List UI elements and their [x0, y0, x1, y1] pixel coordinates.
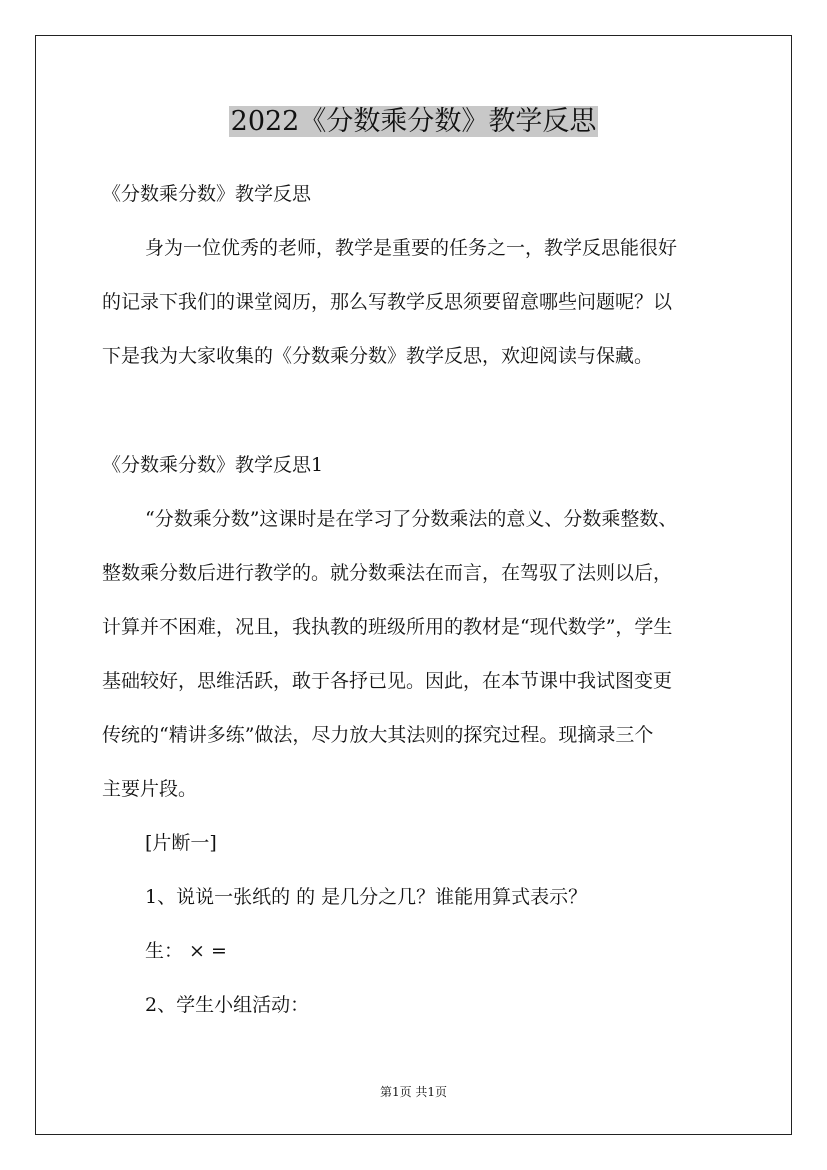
- section1-line-6: 主要片段。: [102, 778, 198, 800]
- intro-line-3: 下是我为大家收集的《分数乘分数》教学反思，欢迎阅读与保藏。: [102, 345, 654, 367]
- document-subtitle: 《分数乘分数》教学反思: [102, 183, 312, 205]
- document-title: [0, 100, 827, 144]
- section1-heading: 《分数乘分数》教学反思1: [102, 454, 324, 476]
- section1-line-4: 基础较好，思维活跃，敢于各抒已见。因此，在本节课中我试图变更: [102, 670, 673, 692]
- question-item-1: 1、说说一张纸的 的 是几分之几？谁能用算式表示？: [145, 886, 588, 908]
- intro-line-2: 的记录下我们的课堂阅历，那么写教学反思须要留意哪些问题呢？以: [102, 291, 673, 313]
- intro-line-1: 身为一位优秀的老师，教学是重要的任务之一，教学反思能很好: [145, 237, 678, 259]
- question-item-2: 2、学生小组活动：: [145, 994, 310, 1016]
- fragment-label: [片断一]: [145, 832, 217, 854]
- document-title-text: 2022《分数乘分数》教学反思: [230, 106, 597, 137]
- page-footer: 第1页 共1页: [379, 1085, 448, 1099]
- section1-line-5: 传统的“精讲多练”做法，尽力放大其法则的探究过程。现摘录三个: [102, 724, 654, 746]
- section1-line-3: 计算并不困难，况且，我执教的班级所用的教材是“现代数学”，学生: [102, 616, 673, 638]
- student-answer: 生： × =: [145, 940, 227, 962]
- section1-line-1: “分数乘分数”这课时是在学习了分数乘法的意义、分数乘整数、: [145, 508, 678, 530]
- section1-line-2: 整数乘分数后进行教学的。就分数乘法在而言，在驾驭了法则以后，: [102, 562, 673, 584]
